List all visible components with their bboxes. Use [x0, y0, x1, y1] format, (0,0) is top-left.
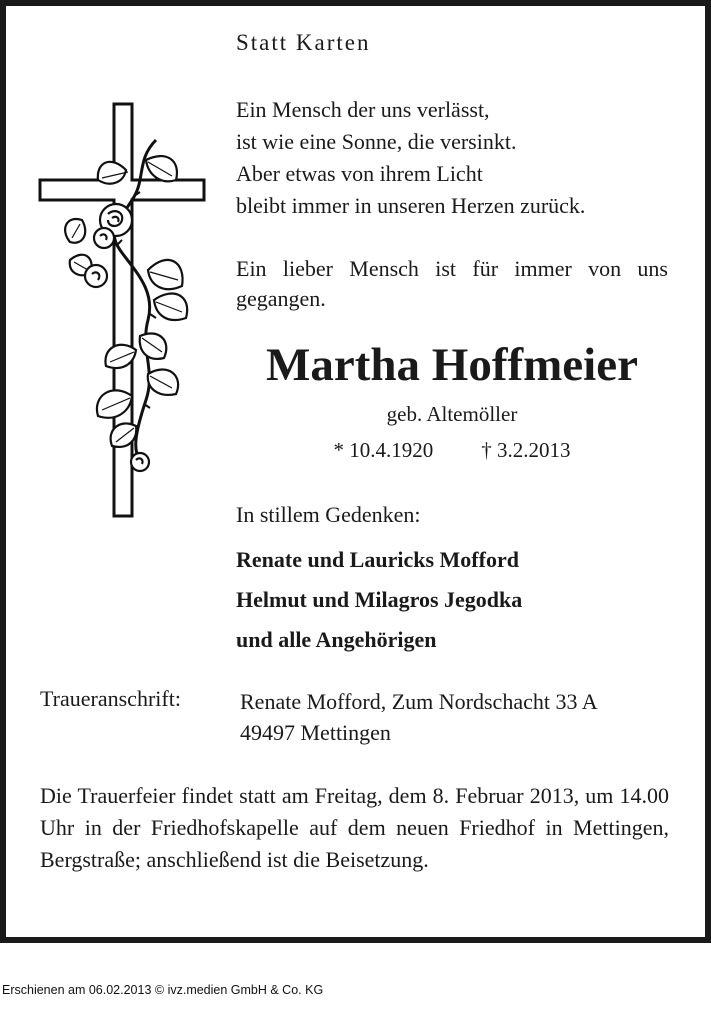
publication-credit: Erschienen am 06.02.2013 © ivz.medien GmbH & Co. KG	[2, 983, 324, 997]
intro-text: Ein lieber Mensch ist für immer von uns gegangen.	[236, 256, 668, 311]
mourner-line: Renate und Lauricks Mofford	[236, 547, 519, 572]
maiden-name: geb. Altemöller	[386, 402, 518, 426]
mourner-line: und alle Angehörigen	[236, 627, 437, 652]
remembrance-label: In stillem Gedenken:	[236, 502, 421, 527]
death-date: † 3.2.2013	[481, 438, 571, 462]
cross-with-rose-icon	[36, 100, 208, 520]
mourners-list	[236, 540, 522, 660]
poem-line: Ein Mensch der uns verlässt,	[236, 97, 490, 122]
address-line: Renate Mofford, Zum Nordschacht 33 A	[240, 689, 598, 714]
poem-line: ist wie eine Sonne, die versinkt.	[236, 129, 517, 154]
deceased-name: Martha Hoffmeier	[266, 339, 638, 391]
poem-line: bleibt immer in unseren Herzen zurück.	[236, 193, 586, 218]
address-line: 49497 Mettingen	[240, 720, 391, 745]
birth-date: * 10.4.1920	[333, 438, 434, 462]
service-details: Die Trauerfeier findet statt am Freitag, dem 8. Februar 2013, um 14.00 Uhr in der Friedhofskapelle auf dem neuen Friedhof in Mettingen, Bergstraße; anschließend ist die Beisetzung.	[40, 783, 669, 872]
mourner-line: Helmut und Milagros Jegodka	[236, 587, 523, 612]
life-dates	[236, 438, 668, 463]
address-label: Traueranschrift:	[40, 686, 181, 711]
poem-line: Aber etwas von ihrem Licht	[236, 161, 483, 186]
heading-statt-karten: Statt Karten	[236, 30, 371, 55]
mourning-address	[240, 686, 598, 748]
poem	[236, 94, 585, 222]
